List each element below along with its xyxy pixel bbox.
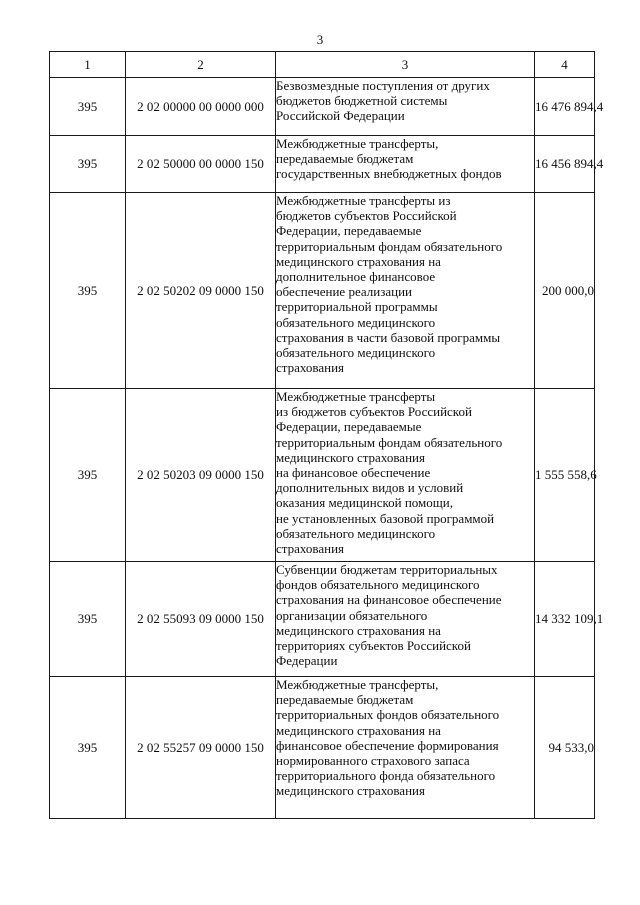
revenue-name-line: Межбюджетные трансферты, [276,677,439,692]
revenue-name-line: страхования [276,541,345,557]
revenue-name-line: фондов обязательного медицинского [276,577,480,593]
revenue-name-line: Межбюджетные трансферты [276,389,436,404]
revenue-name-cell [276,677,535,819]
budget-revenue-table [49,51,604,819]
revenue-name-line: бюджетов субъектов Российской [276,208,457,224]
admin-code-cell: 395 [50,78,126,136]
column-header-3: 3 [276,52,535,78]
revenue-name-line: Федерации [276,653,338,669]
revenue-name-line: передаваемые бюджетам [276,151,414,167]
revenue-name-line: Федерации, передаваемые [276,223,422,239]
budget-classification-code-cell: 2 02 50000 00 0000 150 [126,136,276,193]
revenue-name-cell [276,562,535,677]
revenue-name-line: территориальным фондам обязательного [276,434,503,450]
table-row [50,78,595,136]
amount-cell: 200 000,0 [535,193,595,389]
revenue-name-line: дополнительных видов и условий [276,480,464,496]
revenue-name-line: на финансовое обеспечение [276,465,431,481]
revenue-name-line: обязательного медицинского [276,525,436,541]
budget-classification-code-cell: 2 02 50202 09 0000 150 [126,193,276,389]
admin-code-cell: 395 [50,562,126,677]
revenue-name-cell [276,136,535,193]
table-row [50,389,595,562]
revenue-name-line: территориях субъектов Российской [276,638,471,654]
amount-cell: 14 332 109,1 [535,562,595,677]
column-header-1: 1 [50,52,126,78]
admin-code-cell: 395 [50,193,126,389]
admin-code-cell: 395 [50,136,126,193]
revenue-name-line: обязательного медицинского [276,345,436,361]
revenue-name-line: территориальных фондов обязательного [276,707,500,723]
revenue-name-line: Безвозмездные поступления от других [276,78,490,93]
revenue-name-line: бюджетов бюджетной системы [276,93,448,109]
page-number: 3 [316,32,324,47]
column-header-4: 4 [535,52,595,78]
revenue-name-cell [276,389,535,562]
revenue-name-line: территориальной программы [276,299,438,315]
revenue-name-line: государственных внебюджетных фондов [276,166,502,182]
revenue-name-line: обязательного медицинского [276,314,436,330]
revenue-name-line: Субвенции бюджетам территориальных [276,562,498,577]
revenue-name-line: медицинского страхования [276,449,425,465]
revenue-name-line: медицинского страхования на [276,253,441,269]
budget-classification-code-cell: 2 02 55257 09 0000 150 [126,677,276,819]
revenue-name-line: оказания медицинской помощи, [276,495,453,511]
revenue-name-line: Российской Федерации [276,108,405,124]
revenue-name-cell [276,193,535,389]
budget-classification-code-cell: 2 02 00000 00 0000 000 [126,78,276,136]
revenue-name-line: медицинского страхования [276,783,425,799]
amount-cell: 94 533,0 [535,677,595,819]
table-row [50,136,595,193]
budget-classification-code-cell: 2 02 55093 09 0000 150 [126,562,276,677]
amount-cell: 16 456 894,4 [535,136,595,193]
revenue-name-line: не установленных базовой программой [276,510,495,526]
revenue-name-line: обеспечение реализации [276,284,412,300]
revenue-name-line: страхования [276,360,345,376]
revenue-name-line: Межбюджетные трансферты из [276,193,451,208]
revenue-name-line: медицинского страхования на [276,622,441,638]
revenue-name-cell [276,78,535,136]
revenue-name-line: Федерации, передаваемые [276,419,422,435]
budget-classification-code-cell: 2 02 50203 09 0000 150 [126,389,276,562]
revenue-name-line: из бюджетов субъектов Российской [276,404,472,420]
revenue-name-line: медицинского страхования на [276,722,441,738]
table-header-row [50,52,595,78]
column-header-2: 2 [126,52,276,78]
revenue-name-line: передаваемые бюджетам [276,692,414,708]
revenue-name-line: страхования на финансовое обеспечение [276,592,502,608]
revenue-name-line: нормированного страхового запаса [276,753,470,769]
revenue-name-line: территориального фонда обязательного [276,768,496,784]
revenue-name-line: страхования в части базовой программы [276,329,501,345]
revenue-name-line: территориальным фондам обязательного [276,238,503,254]
amount-cell: 1 555 558,6 [535,389,595,562]
table-row [50,677,595,819]
admin-code-cell: 395 [50,677,126,819]
table-row [50,193,595,389]
admin-code-cell: 395 [50,389,126,562]
amount-cell: 16 476 894,4 [535,78,595,136]
table-row [50,562,595,677]
revenue-name-line: Межбюджетные трансферты, [276,136,439,151]
revenue-name-line: финансовое обеспечение формирования [276,737,499,753]
revenue-name-line: организации обязательного [276,607,428,623]
revenue-name-line: дополнительное финансовое [276,269,436,285]
